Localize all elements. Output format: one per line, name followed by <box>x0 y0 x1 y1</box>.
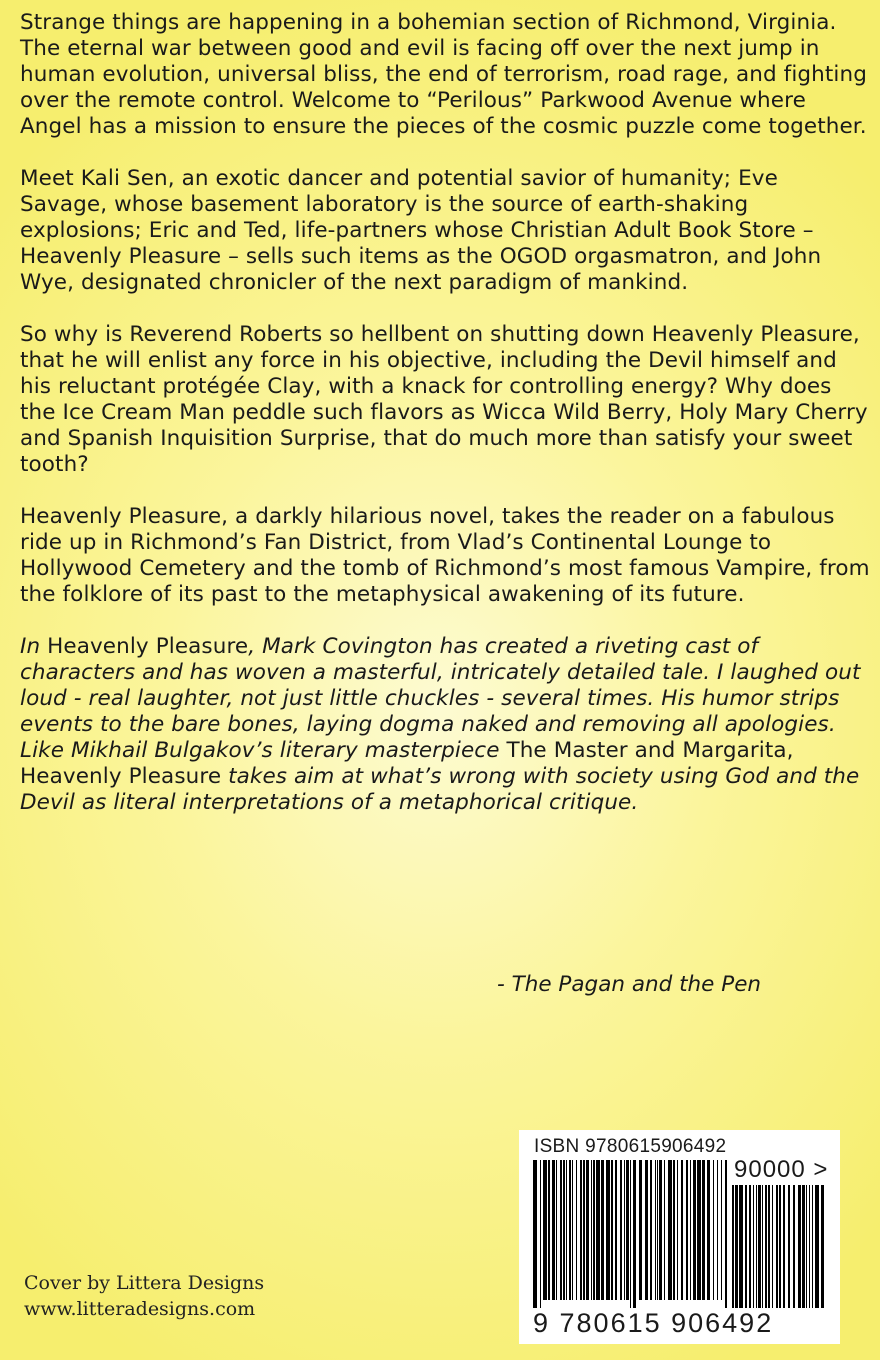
barcode-bar <box>668 1160 672 1300</box>
barcode-bar <box>533 1160 537 1308</box>
review-paragraph-1 <box>20 634 870 738</box>
barcode-bar <box>779 1185 781 1308</box>
barcode-bar <box>809 1185 810 1308</box>
barcode-bar <box>776 1185 778 1308</box>
barcode-bar <box>753 1185 754 1308</box>
barcode-bar <box>560 1160 562 1300</box>
barcode-bar <box>735 1185 738 1308</box>
review-paragraph-2 <box>20 738 870 816</box>
barcode-bar <box>732 1185 734 1308</box>
barcode-bar <box>721 1160 722 1300</box>
barcode-bar <box>563 1160 565 1300</box>
barcode-bar <box>690 1160 691 1300</box>
blurb-paragraph-4: Heavenly Pleasure, a darkly hilarious novel, takes the reader on a fabulous ride up in Richmond’s Fan District, from Vlad’s Continental Lounge to Hollywood Cemetery and the tomb of Richmond’s most famous Vampire, from the folklore of its past to the metaphysical awakening of its future. <box>20 504 870 607</box>
barcode-bar <box>739 1185 743 1308</box>
barcode-bar <box>655 1160 656 1300</box>
barcode-bar <box>725 1160 727 1308</box>
barcode-bar <box>624 1160 625 1300</box>
barcode-bar <box>566 1160 567 1300</box>
barcode-bar <box>783 1185 785 1308</box>
barcode-bar <box>745 1185 747 1308</box>
barcode-bar <box>639 1160 642 1300</box>
barcode-bar <box>576 1160 577 1300</box>
review-book-title: Heavenly Pleasure <box>47 634 249 659</box>
barcode-bar <box>659 1160 662 1300</box>
barcode-box <box>519 1130 840 1344</box>
barcode-bar <box>821 1185 824 1308</box>
barcode-bar <box>591 1160 592 1300</box>
barcode-bar <box>812 1185 813 1308</box>
review-text: takes aim at what’s wrong with society using God and the Devil as literal interpretations of a metaphorical critique. <box>20 764 860 815</box>
isbn-label: ISBN 9780615906492 <box>534 1136 727 1157</box>
barcode-bar <box>645 1160 648 1300</box>
barcode-bar <box>806 1185 807 1308</box>
barcode-bar <box>768 1185 770 1308</box>
review-text: In <box>20 634 48 659</box>
designer-website: www.litteradesigns.com <box>24 1298 256 1320</box>
barcode-bar <box>749 1185 751 1308</box>
barcode-bar <box>615 1160 617 1300</box>
barcode-bar <box>707 1160 710 1300</box>
review-quote <box>20 634 870 816</box>
barcode-bar <box>548 1160 550 1300</box>
barcode-bar <box>611 1160 613 1300</box>
barcode-bar <box>664 1160 665 1300</box>
barcode-bar <box>765 1185 767 1308</box>
barcode-bar <box>815 1185 819 1308</box>
barcode-bar <box>793 1185 795 1308</box>
barcode-bar <box>606 1160 610 1300</box>
barcode-bar <box>572 1160 573 1300</box>
barcode-bar <box>601 1160 604 1300</box>
barcode-bar <box>630 1160 631 1308</box>
review-book-title: The Master and Margarita, Heavenly Pleasure <box>20 738 794 789</box>
barcode-bar <box>556 1160 557 1300</box>
barcode-bar <box>580 1160 582 1300</box>
barcode-bar <box>772 1185 773 1308</box>
barcode-bar <box>633 1160 636 1308</box>
blurb-paragraph-1: Strange things are happening in a bohemian section of Richmond, Virginia. The eternal war between good and evil is facing off over the next jump in human evolution, universal bliss, the end of terrorism, road rage, and fighting over the remote control. Welcome to “Perilous” Parkwood Avenue where Angel has a mission to ensure the pieces of the cosmic puzzle come together. <box>20 10 867 139</box>
isbn-barcode-icon <box>533 1160 729 1310</box>
cover-designer: Cover by Littera Designs <box>24 1272 265 1294</box>
barcode-bar <box>788 1185 790 1308</box>
barcode-bar <box>552 1160 555 1300</box>
barcode-bar <box>762 1185 763 1308</box>
blurb-text <box>20 10 870 816</box>
barcode-bar <box>596 1160 600 1300</box>
barcode-bar <box>650 1160 652 1300</box>
barcode-bar <box>586 1160 589 1300</box>
barcode-bar <box>543 1160 547 1300</box>
barcode-bar <box>802 1185 805 1308</box>
barcode-bar <box>677 1160 678 1300</box>
barcode-bar <box>673 1160 675 1300</box>
review-text: Like Mikhail Bulgakov’s literary masterpiece <box>20 738 507 763</box>
barcode-bar <box>626 1160 629 1300</box>
barcode-bar <box>620 1160 622 1300</box>
barcode-bar <box>540 1160 541 1308</box>
barcode-bar <box>593 1160 595 1300</box>
review-text: , Mark Covington has created a riveting cast of characters and has woven a masterful, intricately detailed tale. I laughed out loud - real laughter, not just little chuckles - several times. His humor strips events to the bare bones, laying dogma naked and removing all apologies. <box>20 634 861 737</box>
cover-credits <box>24 1270 264 1322</box>
barcode-bar <box>798 1185 801 1308</box>
barcode-bar <box>693 1160 696 1300</box>
barcode-bar <box>713 1160 714 1300</box>
barcode-bar <box>569 1160 571 1300</box>
blurb-paragraph-3: So why is Reverend Roberts so hellbent on shutting down Heavenly Pleasure, that he will enlist any force in his objective, including the Devil himself and his reluctant protégée Clay, with a knack for controlling energy? Why does the Ice Cream Man peddle such flavors as Wicca Wild Berry, Holy Mary Cherry and Spanish Inquisition Surprise, that do much more than satisfy your sweet tooth? <box>20 322 868 477</box>
barcode-bar <box>681 1160 683 1300</box>
barcode-bar <box>686 1160 688 1300</box>
barcode-bar <box>657 1160 658 1300</box>
barcode-bar <box>702 1160 705 1300</box>
barcode-bar <box>756 1185 757 1308</box>
price-code: 90000 > <box>734 1156 829 1183</box>
barcode-bar <box>583 1160 585 1300</box>
barcode-bar <box>717 1160 718 1300</box>
isbn-digits: 9 780615 906492 <box>533 1308 774 1338</box>
barcode-bar <box>758 1185 761 1308</box>
barcode-bar <box>697 1160 701 1300</box>
review-attribution: - The Pagan and the Pen <box>497 972 762 997</box>
blurb-paragraph-2: Meet Kali Sen, an exotic dancer and potential savior of humanity; Eve Savage, whose basement laboratory is the source of earth-shaking explosions; Eric and Ted, life-partners whose Christian Adult Book Store – Heavenly Pleasure – sells such items as the OGOD orgasmatron, and John Wye, designated chronicler of the next paradigm of mankind. <box>20 166 822 295</box>
